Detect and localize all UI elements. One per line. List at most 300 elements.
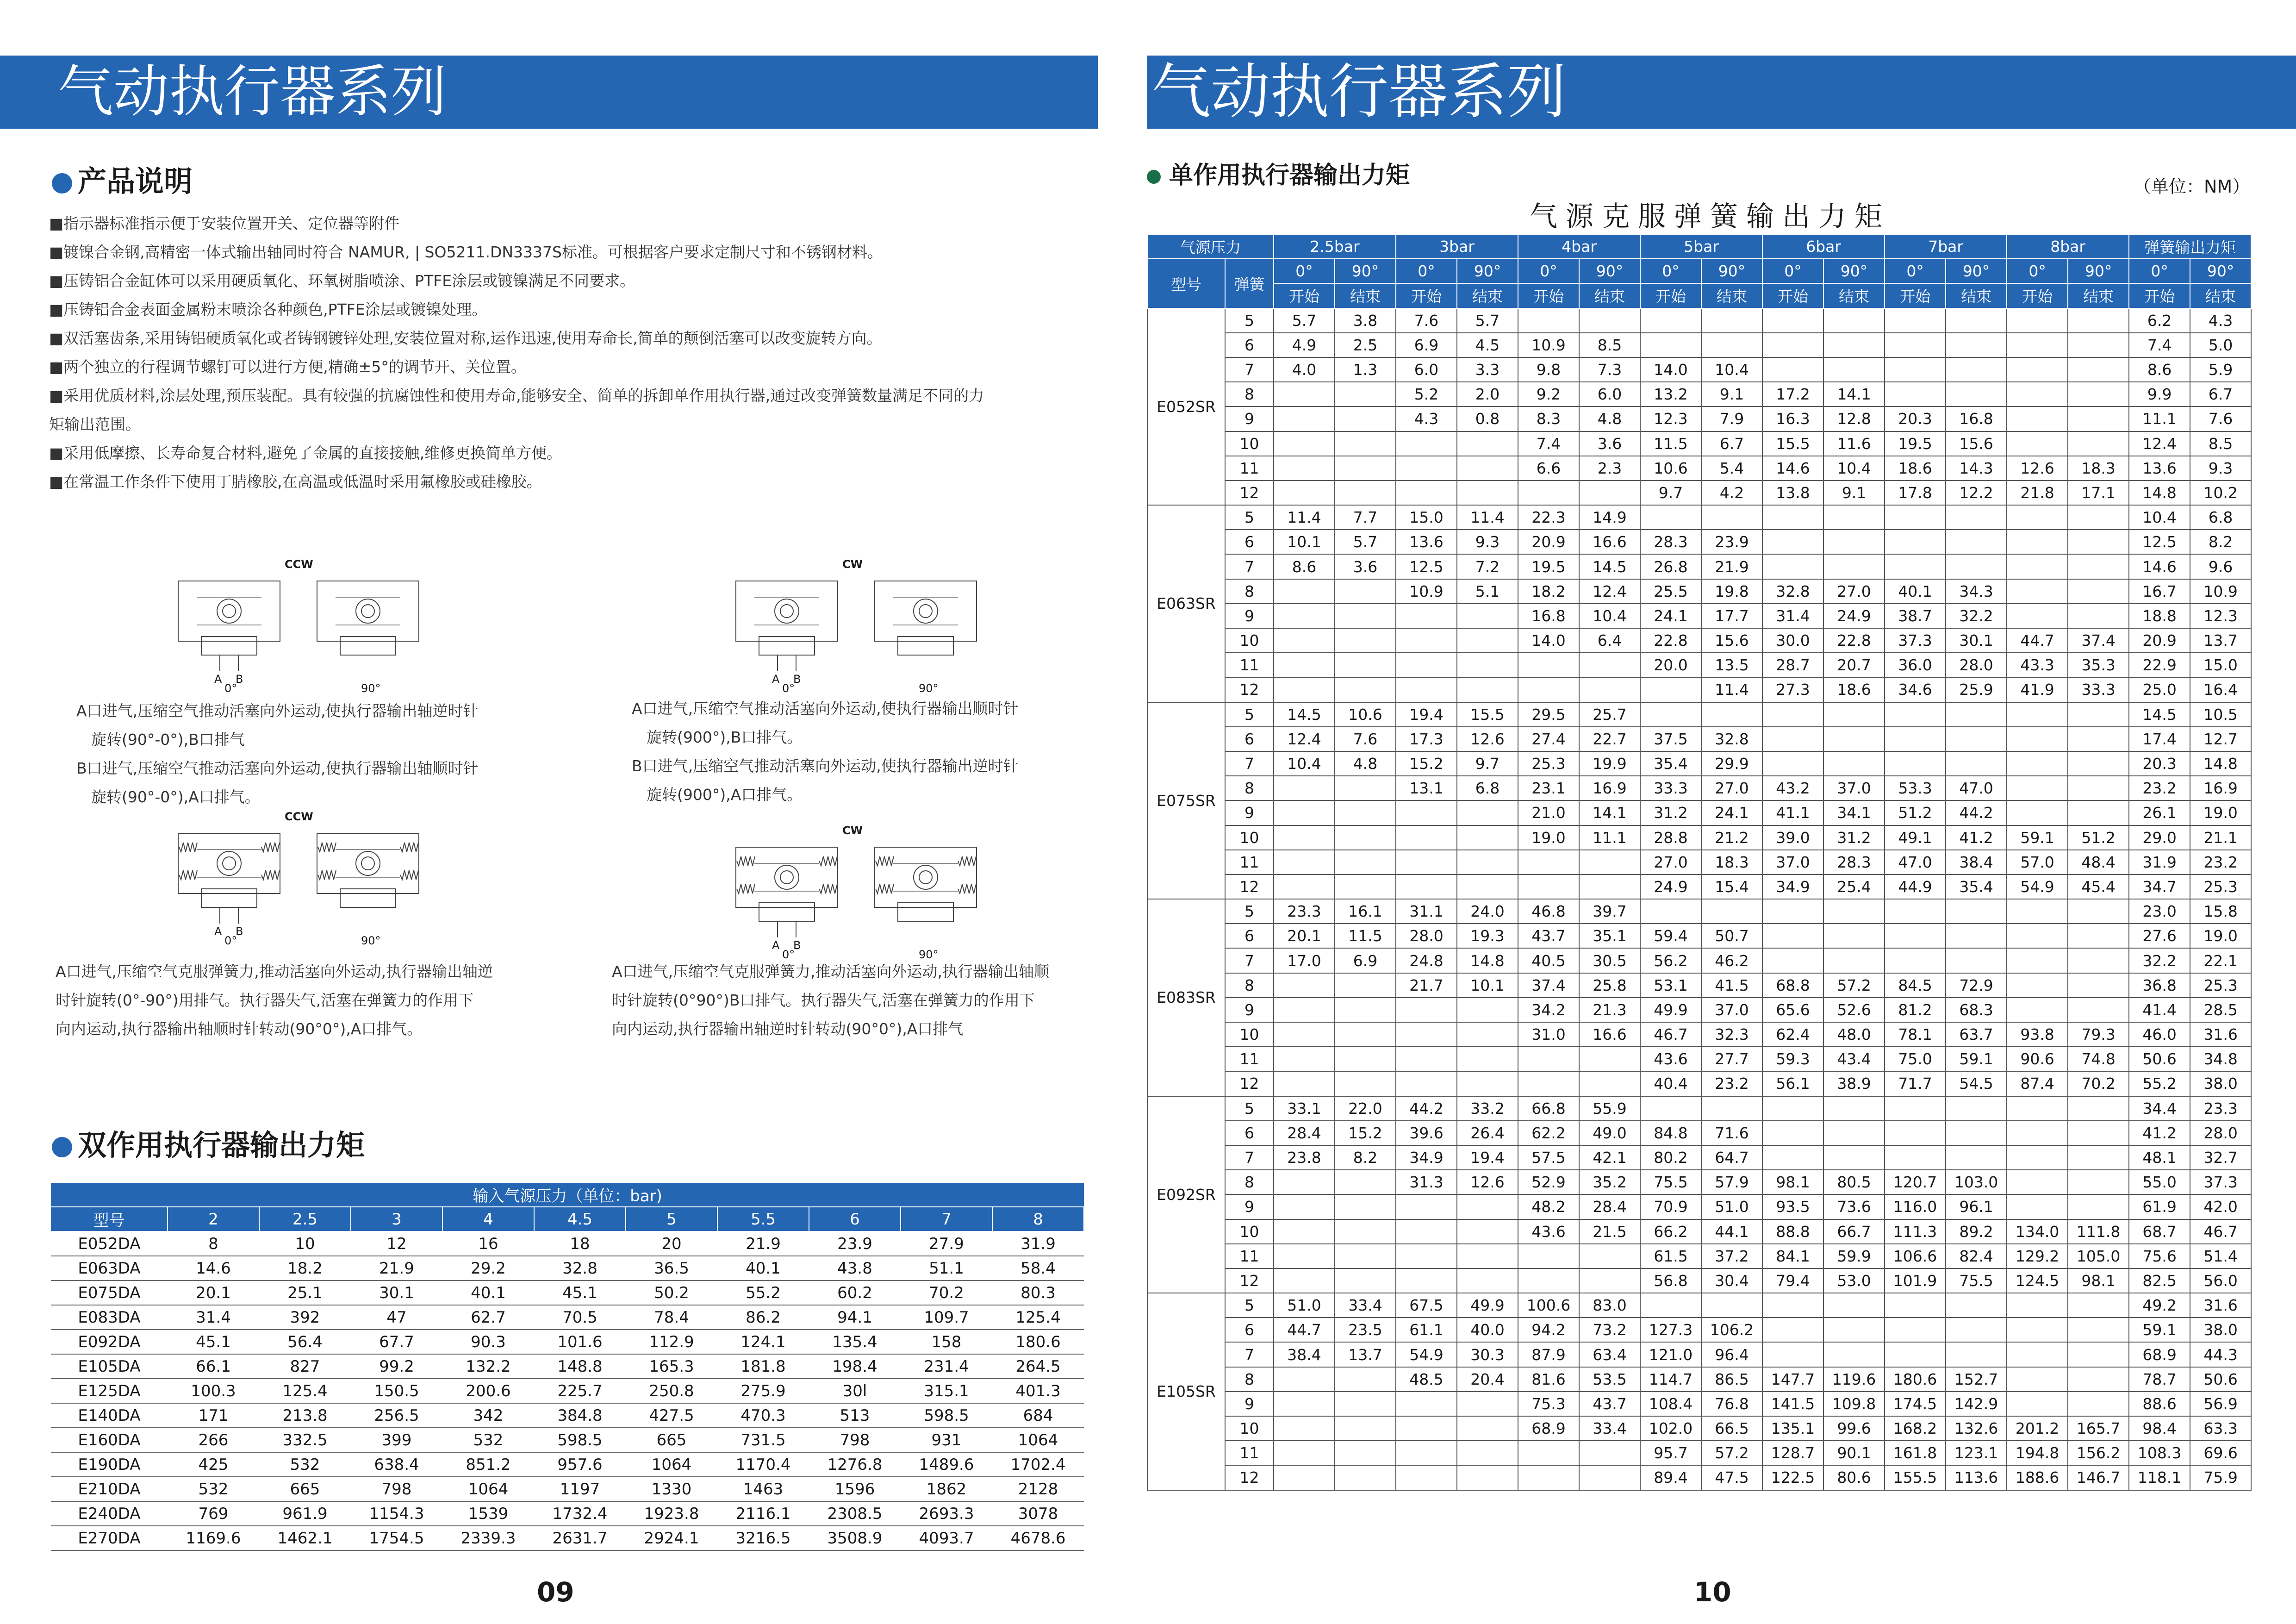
- angle-header: 0°: [1762, 259, 1823, 283]
- value-cell: 27.7: [1701, 1047, 1762, 1071]
- value-cell: 1170.4: [717, 1452, 809, 1477]
- value-cell: 18.2: [1518, 579, 1579, 604]
- value-cell: 851.2: [442, 1452, 534, 1477]
- value-cell: [1946, 702, 2007, 727]
- value-cell: 142.9: [1946, 1392, 2007, 1416]
- value-cell: 89.2: [1946, 1219, 2007, 1244]
- desc-line: 旋转(900°),A口排气。: [647, 786, 803, 804]
- value-cell: [1457, 431, 1518, 456]
- value-cell: [1946, 1145, 2007, 1170]
- value-cell: 41.2: [2129, 1121, 2190, 1145]
- table-row: [1147, 653, 2251, 677]
- angle-90-label: 90°: [919, 682, 939, 695]
- value-cell: 20.1: [168, 1280, 259, 1305]
- value-cell: 684: [992, 1403, 1084, 1428]
- value-cell: [1946, 924, 2007, 948]
- value-cell: 665: [259, 1477, 351, 1501]
- value-cell: 513: [809, 1403, 901, 1428]
- value-cell: [1518, 1441, 1579, 1465]
- value-cell: [2007, 1342, 2068, 1367]
- value-cell: 17.4: [2129, 727, 2190, 751]
- value-cell: 66.8: [1518, 1096, 1579, 1121]
- value-cell: 57.5: [1518, 1145, 1579, 1170]
- feature-item: ■双活塞齿条,采用铸铝硬质氧化或者铸钢镀锌处理,安装位置对称,运作迅速,使用寿命长,简单的颠倒活塞可以改变旋转方向。: [49, 329, 882, 347]
- value-cell: [1823, 751, 1885, 776]
- value-cell: 14.6: [2129, 554, 2190, 579]
- value-cell: [1946, 308, 2007, 333]
- value-cell: 59.9: [1823, 1244, 1885, 1268]
- desc-line: 时针旋转(0°90°)B口排气。执行器失气,活塞在弹簧力的作用下: [612, 991, 1035, 1009]
- value-cell: [1274, 1071, 1335, 1096]
- value-cell: 12.5: [1396, 554, 1457, 579]
- value-cell: [2068, 727, 2129, 751]
- spring-count-cell: 8: [1225, 776, 1274, 800]
- end-header: 结束: [2190, 283, 2251, 308]
- value-cell: 4.3: [1396, 406, 1457, 431]
- value-cell: [1579, 308, 1640, 333]
- value-cell: 46.2: [1701, 948, 1762, 973]
- angle-0-label: 0°: [782, 682, 795, 695]
- value-cell: 4.9: [1274, 333, 1335, 357]
- spring-count-cell: 7: [1225, 357, 1274, 382]
- value-cell: 8.2: [2190, 530, 2251, 554]
- start-header: 开始: [1396, 283, 1457, 308]
- desc-line: 旋转(900°),B口排气。: [647, 728, 803, 746]
- value-cell: [2007, 357, 2068, 382]
- value-cell: 7.3: [1579, 357, 1640, 382]
- value-cell: 19.0: [2190, 924, 2251, 948]
- value-cell: [1396, 825, 1457, 850]
- table-row: [1147, 751, 2251, 776]
- value-cell: 18.3: [1701, 850, 1762, 874]
- value-cell: [1885, 727, 1946, 751]
- value-cell: [1274, 1047, 1335, 1071]
- value-cell: 37.2: [1701, 1244, 1762, 1268]
- table-row: [1147, 505, 2251, 530]
- value-cell: [1885, 924, 1946, 948]
- value-cell: 39.7: [1579, 899, 1640, 924]
- value-cell: 171: [168, 1403, 259, 1428]
- desc-line: 向内运动,执行器输出轴逆时针转动(90°0°),A口排气: [612, 1020, 964, 1038]
- value-cell: 63.7: [1946, 1022, 2007, 1047]
- actuator-schematic-icon: [169, 553, 428, 692]
- value-cell: [2068, 1194, 2129, 1219]
- table-row: [1147, 924, 2251, 948]
- value-cell: 101.9: [1885, 1268, 1946, 1293]
- value-cell: [2007, 308, 2068, 333]
- value-cell: 19.4: [1396, 702, 1457, 727]
- value-cell: 12.6: [2007, 456, 2068, 481]
- spring-count-cell: 12: [1225, 1071, 1274, 1096]
- model-cell: E075SR: [1147, 702, 1225, 899]
- value-cell: [1457, 800, 1518, 825]
- value-cell: [1885, 948, 1946, 973]
- value-cell: [2068, 1367, 2129, 1392]
- value-cell: [1396, 800, 1457, 825]
- table-row: [51, 1526, 1084, 1550]
- table-row: [51, 1330, 1084, 1354]
- table-row: [1147, 1268, 2251, 1293]
- spring-count-cell: 6: [1225, 333, 1274, 357]
- value-cell: 34.8: [2190, 1047, 2251, 1071]
- value-cell: 7.4: [1518, 431, 1579, 456]
- angle-header: 90°: [1701, 259, 1762, 283]
- value-cell: 6.6: [1518, 456, 1579, 481]
- value-cell: [1762, 530, 1823, 554]
- pressure-column-header: 4bar: [1518, 234, 1640, 259]
- value-cell: 53.5: [1579, 1367, 1640, 1392]
- value-cell: 12.5: [2129, 530, 2190, 554]
- spring-count-cell: 8: [1225, 1367, 1274, 1392]
- value-cell: [1396, 1416, 1457, 1441]
- value-cell: 40.1: [717, 1256, 809, 1280]
- value-cell: [1457, 874, 1518, 899]
- value-cell: 14.6: [1762, 456, 1823, 481]
- value-cell: [1518, 850, 1579, 874]
- value-cell: 598.5: [901, 1403, 992, 1428]
- feature-list: [49, 209, 1090, 496]
- value-cell: 22.3: [1518, 505, 1579, 530]
- value-cell: 28.0: [1946, 653, 2007, 677]
- value-cell: 33.2: [1457, 1096, 1518, 1121]
- value-cell: 11.4: [1457, 505, 1518, 530]
- value-cell: 118.1: [2129, 1465, 2190, 1490]
- value-cell: 9.1: [1823, 481, 1885, 505]
- value-cell: [1335, 677, 1396, 702]
- value-cell: 22.7: [1579, 727, 1640, 751]
- value-cell: [2068, 308, 2129, 333]
- value-cell: 19.4: [1457, 1145, 1518, 1170]
- value-cell: 155.5: [1885, 1465, 1946, 1490]
- value-cell: 4.0: [1274, 357, 1335, 382]
- value-cell: 19.5: [1518, 554, 1579, 579]
- value-cell: 31.6: [2190, 1293, 2251, 1318]
- value-cell: 68.7: [2129, 1219, 2190, 1244]
- pressure-column-header: 2.5bar: [1274, 234, 1396, 259]
- model-cell: E210DA: [51, 1477, 168, 1501]
- spring-count-cell: 5: [1225, 702, 1274, 727]
- value-cell: 81.2: [1885, 998, 1946, 1022]
- value-cell: 132.6: [1946, 1416, 2007, 1441]
- value-cell: 44.2: [1946, 800, 2007, 825]
- value-cell: 74.8: [2068, 1047, 2129, 1071]
- column-header: 4.5: [534, 1207, 626, 1231]
- value-cell: 43.8: [809, 1256, 901, 1280]
- table-row: [1147, 1096, 2251, 1121]
- spring-count-cell: 10: [1225, 1219, 1274, 1244]
- value-cell: [1946, 727, 2007, 751]
- spring-count-cell: 11: [1225, 1047, 1274, 1071]
- value-cell: 13.6: [2129, 456, 2190, 481]
- spring-count-cell: 8: [1225, 1170, 1274, 1194]
- value-cell: 401.3: [992, 1379, 1084, 1403]
- value-cell: [1946, 530, 2007, 554]
- value-cell: [1335, 456, 1396, 481]
- value-cell: [1885, 505, 1946, 530]
- value-cell: 80.6: [1823, 1465, 1885, 1490]
- value-cell: [1457, 1465, 1518, 1490]
- double-acting-torque-table: [51, 1183, 1084, 1551]
- value-cell: 43.6: [1518, 1219, 1579, 1244]
- value-cell: 79.4: [1762, 1268, 1823, 1293]
- spring-count-cell: 9: [1225, 406, 1274, 431]
- value-cell: 3.3: [1457, 357, 1518, 382]
- value-cell: 13.7: [1335, 1342, 1396, 1367]
- value-cell: [1762, 1145, 1823, 1170]
- value-cell: 26.4: [1457, 1121, 1518, 1145]
- table-row: [1147, 1318, 2251, 1342]
- value-cell: 35.3: [2068, 653, 2129, 677]
- value-cell: 100.6: [1518, 1293, 1579, 1318]
- table-row: [51, 1305, 1084, 1330]
- value-cell: 78.7: [2129, 1367, 2190, 1392]
- spring-count-cell: 6: [1225, 1318, 1274, 1342]
- value-cell: [1885, 382, 1946, 406]
- value-cell: [1823, 1121, 1885, 1145]
- value-cell: 43.7: [1518, 924, 1579, 948]
- model-header: 型号: [1147, 259, 1225, 308]
- value-cell: 21.2: [1701, 825, 1762, 850]
- value-cell: [1335, 1392, 1396, 1416]
- value-cell: 14.8: [2190, 751, 2251, 776]
- value-cell: 12.3: [2190, 604, 2251, 628]
- value-cell: [2007, 1121, 2068, 1145]
- value-cell: [1885, 333, 1946, 357]
- value-cell: [1701, 308, 1762, 333]
- value-cell: 34.6: [1885, 677, 1946, 702]
- value-cell: 15.0: [1396, 505, 1457, 530]
- value-cell: [2068, 579, 2129, 604]
- value-cell: [1762, 333, 1823, 357]
- table-row: [1147, 308, 2251, 333]
- value-cell: [2007, 702, 2068, 727]
- value-cell: 1463: [717, 1477, 809, 1501]
- value-cell: 108.4: [1640, 1392, 1701, 1416]
- value-cell: [1457, 1441, 1518, 1465]
- table-row: [51, 1501, 1084, 1526]
- start-header: 开始: [1274, 283, 1335, 308]
- table-row: [1147, 1170, 2251, 1194]
- value-cell: [1946, 1121, 2007, 1145]
- value-cell: [2007, 406, 2068, 431]
- value-cell: 188.6: [2007, 1465, 2068, 1490]
- value-cell: [1457, 1244, 1518, 1268]
- value-cell: 38.9: [1823, 1071, 1885, 1096]
- desc-line: 时针旋转(0°-90°)用排气。执行器失气,活塞在弹簧力的作用下: [56, 991, 474, 1009]
- value-cell: [1274, 1244, 1335, 1268]
- desc-line: A口进气,压缩空气克服弹簧力,推动活塞向外运动,执行器输出轴顺: [612, 962, 1050, 981]
- value-cell: 40.1: [442, 1280, 534, 1305]
- value-cell: [1885, 751, 1946, 776]
- value-cell: 41.9: [2007, 677, 2068, 702]
- value-cell: 8.2: [1335, 1145, 1396, 1170]
- spring-count-cell: 12: [1225, 1465, 1274, 1490]
- value-cell: [1274, 1441, 1335, 1465]
- value-cell: 56.8: [1640, 1268, 1701, 1293]
- table-row: [1147, 357, 2251, 382]
- value-cell: 7.6: [2190, 406, 2251, 431]
- value-cell: [1335, 800, 1396, 825]
- value-cell: [1335, 1047, 1396, 1071]
- value-cell: [1274, 579, 1335, 604]
- value-cell: 47.0: [1885, 850, 1946, 874]
- value-cell: 12: [351, 1231, 442, 1256]
- value-cell: 16.8: [1946, 406, 2007, 431]
- spring-count-cell: 9: [1225, 800, 1274, 825]
- value-cell: [1823, 554, 1885, 579]
- value-cell: 43.3: [2007, 653, 2068, 677]
- value-cell: 28.4: [1579, 1194, 1640, 1219]
- value-cell: 5.2: [1396, 382, 1457, 406]
- value-cell: 98.4: [2129, 1416, 2190, 1441]
- value-cell: 51.0: [1274, 1293, 1335, 1318]
- value-cell: [2007, 800, 2068, 825]
- value-cell: 44.9: [1885, 874, 1946, 899]
- table-header-row: [51, 1207, 1084, 1231]
- value-cell: [1762, 505, 1823, 530]
- value-cell: 24.9: [1823, 604, 1885, 628]
- table-row: [1147, 948, 2251, 973]
- value-cell: 141.5: [1762, 1392, 1823, 1416]
- value-cell: 116.0: [1885, 1194, 1946, 1219]
- value-cell: 48.1: [2129, 1145, 2190, 1170]
- value-cell: 43.4: [1823, 1047, 1885, 1071]
- feature-item: ■在常温工作条件下使用丁腈橡胶,在高温或低温时采用氟橡胶或硅橡胶。: [49, 473, 542, 491]
- value-cell: [1762, 1096, 1823, 1121]
- spring-count-cell: 7: [1225, 554, 1274, 579]
- value-cell: [1885, 1145, 1946, 1170]
- spring-count-cell: 10: [1225, 1022, 1274, 1047]
- value-cell: [1518, 1244, 1579, 1268]
- value-cell: [1701, 702, 1762, 727]
- value-cell: 32.7: [2190, 1145, 2251, 1170]
- value-cell: 61.9: [2129, 1194, 2190, 1219]
- angle-90-label: 90°: [361, 934, 381, 947]
- value-cell: [1335, 1170, 1396, 1194]
- spring-count-cell: 5: [1225, 899, 1274, 924]
- value-cell: 31.0: [1518, 1022, 1579, 1047]
- value-cell: 38.0: [2190, 1071, 2251, 1096]
- value-cell: 7.6: [1335, 727, 1396, 751]
- value-cell: [2007, 579, 2068, 604]
- value-cell: 12.6: [1457, 727, 1518, 751]
- model-cell: E083SR: [1147, 899, 1225, 1096]
- value-cell: 13.2: [1640, 382, 1701, 406]
- feature-item: ■压铸铝合金缸体可以采用硬质氧化、环氧树脂喷涂、PTFE涂层或镀镍满足不同要求。: [49, 272, 635, 290]
- value-cell: 7.9: [1701, 406, 1762, 431]
- value-cell: 88.8: [1762, 1219, 1823, 1244]
- port-b-label: B: [793, 673, 801, 686]
- value-cell: 665: [626, 1428, 717, 1452]
- value-cell: [1457, 628, 1518, 653]
- value-cell: 31.2: [1640, 800, 1701, 825]
- value-cell: 32.2: [1946, 604, 2007, 628]
- value-cell: [1457, 677, 1518, 702]
- spring-count-cell: 5: [1225, 505, 1274, 530]
- value-cell: [1640, 1096, 1701, 1121]
- value-cell: 94.1: [809, 1305, 901, 1330]
- value-cell: 66.7: [1823, 1219, 1885, 1244]
- value-cell: 111.8: [2068, 1219, 2129, 1244]
- value-cell: 15.5: [1762, 431, 1823, 456]
- value-cell: 33.3: [2068, 677, 2129, 702]
- value-cell: [2007, 973, 2068, 998]
- value-cell: 68.3: [1946, 998, 2007, 1022]
- rotation-direction-label: CCW: [285, 810, 313, 823]
- value-cell: 39.6: [1396, 1121, 1457, 1145]
- value-cell: 56.2: [1640, 948, 1701, 973]
- value-cell: 10.4: [1823, 456, 1885, 481]
- value-cell: 64.7: [1701, 1145, 1762, 1170]
- spring-count-cell: 8: [1225, 973, 1274, 998]
- value-cell: 135.1: [1762, 1416, 1823, 1441]
- value-cell: 23.2: [1701, 1071, 1762, 1096]
- right-page-banner: 气动执行器系列: [1147, 56, 2296, 129]
- value-cell: [1640, 677, 1701, 702]
- value-cell: 40.1: [1885, 579, 1946, 604]
- spring-count-cell: 12: [1225, 1268, 1274, 1293]
- value-cell: 10.4: [1274, 751, 1335, 776]
- value-cell: 101.6: [534, 1330, 626, 1354]
- value-cell: [2068, 1392, 2129, 1416]
- value-cell: 20.3: [2129, 751, 2190, 776]
- value-cell: 24.0: [1457, 899, 1518, 924]
- value-cell: 4.5: [1457, 333, 1518, 357]
- value-cell: [2068, 1342, 2129, 1367]
- value-cell: [1823, 357, 1885, 382]
- value-cell: 35.4: [1640, 751, 1701, 776]
- value-cell: 266: [168, 1428, 259, 1452]
- value-cell: 70.2: [901, 1280, 992, 1305]
- value-cell: [1396, 1047, 1457, 1071]
- value-cell: [1396, 431, 1457, 456]
- value-cell: 57.0: [2007, 850, 2068, 874]
- value-cell: 25.9: [1946, 677, 2007, 702]
- value-cell: 34.1: [1823, 800, 1885, 825]
- value-cell: 82.5: [2129, 1268, 2190, 1293]
- value-cell: 21.5: [1579, 1219, 1640, 1244]
- value-cell: 1064: [442, 1477, 534, 1501]
- double-section-title: 双作用执行器输出力矩: [78, 1128, 365, 1162]
- column-header: 2.5: [259, 1207, 351, 1231]
- value-cell: 31.6: [2190, 1022, 2251, 1047]
- value-cell: [1274, 1416, 1335, 1441]
- value-cell: [1762, 357, 1823, 382]
- value-cell: 32.8: [534, 1256, 626, 1280]
- value-cell: [1640, 1293, 1701, 1318]
- spring-count-cell: 6: [1225, 530, 1274, 554]
- value-cell: 165.7: [2068, 1416, 2129, 1441]
- value-cell: [1335, 1244, 1396, 1268]
- value-cell: 23.2: [2190, 850, 2251, 874]
- column-header: 4: [442, 1207, 534, 1231]
- value-cell: 798: [351, 1477, 442, 1501]
- value-cell: 42.1: [1579, 1145, 1640, 1170]
- value-cell: 50.6: [2129, 1047, 2190, 1071]
- start-header: 开始: [1640, 283, 1701, 308]
- value-cell: 88.6: [2129, 1392, 2190, 1416]
- value-cell: 73.6: [1823, 1194, 1885, 1219]
- spring-count-cell: 9: [1225, 604, 1274, 628]
- value-cell: 90.1: [1823, 1441, 1885, 1465]
- pressure-column-header: 6bar: [1762, 234, 1885, 259]
- value-cell: [1823, 1342, 1885, 1367]
- value-cell: 75.5: [1640, 1170, 1701, 1194]
- feature-item: 矩输出范围。: [49, 415, 141, 433]
- value-cell: [1274, 481, 1335, 505]
- value-cell: 12.4: [2129, 431, 2190, 456]
- value-cell: 37.5: [1640, 727, 1701, 751]
